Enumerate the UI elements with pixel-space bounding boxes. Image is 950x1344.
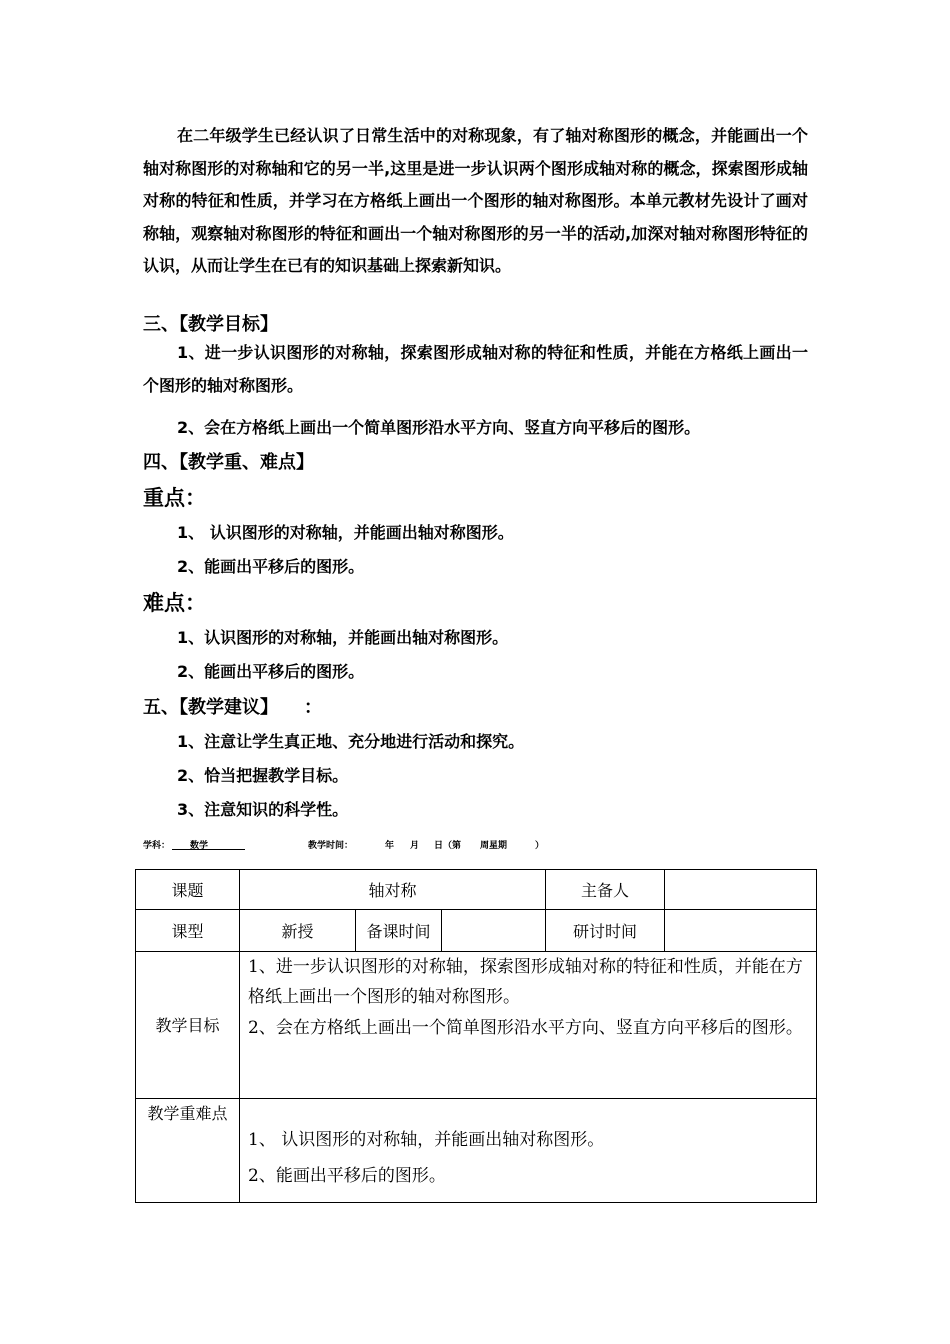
subject-label: 学科：: [143, 841, 171, 851]
key-difficulty-label: 教学重难点: [136, 1099, 240, 1203]
week-close: ）: [535, 841, 545, 851]
key-point-2: 2、能画出平移后的图形。: [177, 557, 365, 576]
topic-label: 课题: [136, 870, 240, 910]
difficult-points-label: 难点：: [143, 591, 206, 615]
table-row: [136, 952, 817, 1099]
prep-time-value: [442, 910, 546, 952]
section-5-colon: ：: [304, 697, 322, 718]
table-row: [136, 1099, 817, 1203]
suggestion-1: 1、注意让学生真正地、充分地进行活动和探究。: [177, 732, 525, 751]
section-5-heading: [143, 693, 322, 719]
goal-item-1: 1、进一步认识图形的对称轴，探索图形成轴对称的特征和性质，并能在方格纸上画出一个图形的轴对称图形。: [143, 343, 808, 395]
topic-value: 轴对称: [240, 870, 546, 910]
goal-label: 教学目标: [136, 952, 240, 1099]
prep-time-label: 备课时间: [356, 910, 442, 952]
subject-value-underline: [172, 838, 245, 850]
table-row: [136, 910, 817, 952]
table-row: [136, 870, 817, 910]
type-value: 新授: [240, 910, 356, 952]
goal-item-2: 2、会在方格纸上画出一个简单图形沿水平方向、竖直方向平移后的图形。: [177, 418, 701, 437]
day-label: 日（第: [434, 841, 462, 851]
lead-label: 主备人: [546, 870, 665, 910]
lead-value: [665, 870, 817, 910]
key-points-label: 重点：: [143, 486, 206, 510]
subject-value: 数学: [190, 841, 209, 851]
difficult-point-2: 2、能画出平移后的图形。: [177, 662, 365, 681]
month-label: 月: [410, 841, 420, 851]
type-label: 课型: [136, 910, 240, 952]
goal-content: [240, 952, 817, 1099]
table-key-1: 1、 认识图形的对称轴，并能画出轴对称图形。: [248, 1130, 605, 1150]
review-time-label: 研讨时间: [546, 910, 665, 952]
table-goal-2: 2、会在方格纸上画出一个简单图形沿水平方向、竖直方向平移后的图形。: [248, 1018, 803, 1038]
key-difficulty-content: [240, 1099, 817, 1203]
lesson-plan-table: [135, 869, 817, 1203]
teaching-time-label: 教学时间：: [308, 841, 354, 851]
key-point-1: 1、 认识图形的对称轴，并能画出轴对称图形。: [177, 523, 514, 542]
suggestion-3: 3、注意知识的科学性。: [177, 800, 349, 819]
table-goal-1: 1、进一步认识图形的对称轴，探索图形成轴对称的特征和性质，并能在方格纸上画出一个图形的轴对称图形。: [248, 957, 803, 1007]
table-key-2: 2、能画出平移后的图形。: [248, 1166, 446, 1186]
section-3-heading: 三、【教学目标】: [143, 314, 278, 335]
intro-paragraph: 在二年级学生已经认识了日常生活中的对称现象，有了轴对称图形的概念，并能画出一个轴对称图形的对称轴和它的另一半,这里是进一步认识两个图形成轴对称的概念，探索图形成轴对称的特征和性质，并学习在方格纸上画出一个图形的轴对称图形。本单元教材先设计了画对称轴，观察轴对称图形的特征和画出一个轴对称图形的另一半的活动,加深对轴对称图形特征的认识，从而让学生在已有的知识基础上探索新知识。: [143, 126, 808, 275]
week-label: 周星期: [480, 841, 508, 851]
review-time-value: [665, 910, 817, 952]
year-label: 年: [385, 841, 395, 851]
section-5-title: 五、【教学建议】: [143, 697, 278, 718]
suggestion-2: 2、恰当把握教学目标。: [177, 766, 349, 785]
section-4-heading: 四、【教学重、难点】: [143, 452, 314, 473]
difficult-point-1: 1、认识图形的对称轴，并能画出轴对称图形。: [177, 628, 509, 647]
